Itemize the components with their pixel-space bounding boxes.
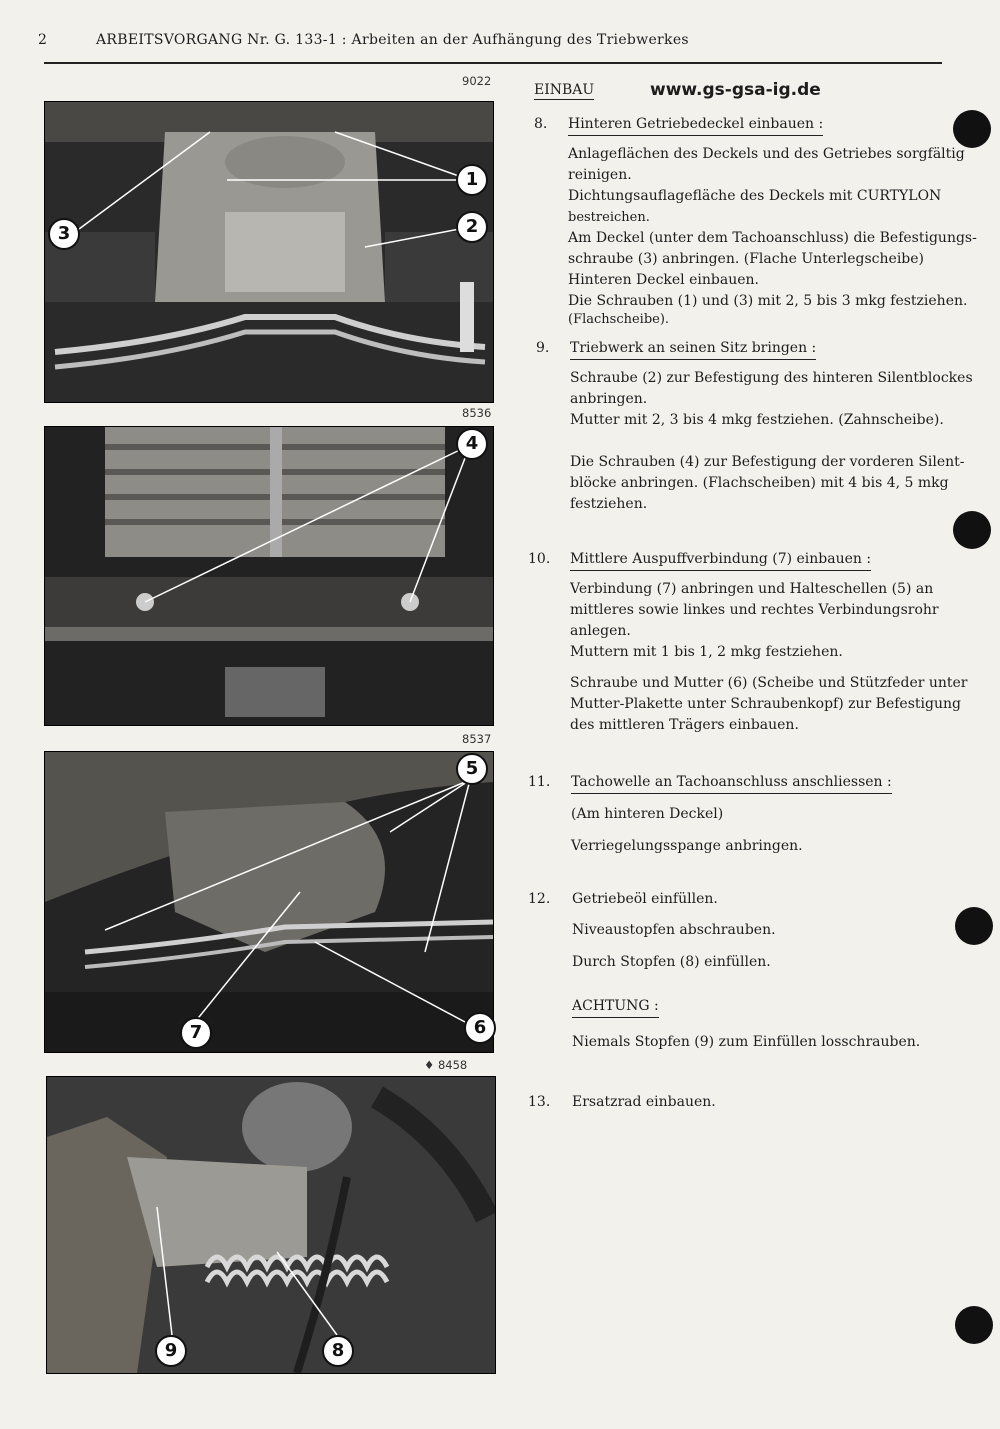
header-rule [44, 62, 942, 64]
step-line: Durch Stopfen (8) einfüllen. [572, 954, 771, 970]
binder-hole [953, 511, 991, 549]
step-line: (Flachscheibe). [568, 312, 670, 327]
step-line: Schraube (2) zur Befestigung des hinteren Silentblockes [570, 370, 973, 386]
step-title: Tachowelle an Tachoanschluss anschliessen : [571, 772, 892, 794]
step-body [570, 368, 990, 515]
callout-5: 5 [456, 753, 488, 785]
page-header-title: ARBEITSVORGANG Nr. G. 133-1 : Arbeiten an der Aufhängung des Triebwerkes [96, 32, 689, 48]
step-line: Mutter mit 2, 3 bis 4 mkg festziehen. (Zahnscheibe). [570, 412, 944, 428]
step-line: Verbindung (7) anbringen und Halteschellen (5) an [570, 581, 934, 597]
step-line: Muttern mit 1 bis 1, 2 mkg festziehen. [570, 644, 843, 660]
step-number: 10. [528, 551, 551, 567]
step-number: 9. [536, 340, 550, 356]
section-label: EINBAU [534, 82, 595, 98]
website-link[interactable]: www.gs-gsa-ig.de [650, 80, 821, 100]
step-line: Die Schrauben (1) und (3) mit 2, 5 bis 3 mkg festziehen. [568, 293, 968, 309]
step-line: Dichtungsauflagefläche des Deckels mit CURTYLON [568, 188, 942, 204]
step-body [570, 579, 990, 736]
step-title: Triebwerk an seinen Sitz bringen : [570, 338, 816, 360]
step-line: Verriegelungsspange anbringen. [571, 838, 803, 854]
step-line: schraube (3) anbringen. (Flache Unterlegscheibe) [568, 251, 925, 267]
step-number: 13. [528, 1094, 551, 1110]
photo-exhaust-connection [44, 751, 494, 1053]
photo-gearbox-cover [44, 101, 494, 403]
callout-3: 3 [48, 218, 80, 250]
step-title: Getriebeöl einfüllen. [572, 891, 718, 907]
step-line: mittleres sowie linkes und rechtes Verbindungsrohr [570, 602, 939, 618]
step-line: bestreichen. [568, 210, 650, 225]
warning-title: ACHTUNG : [572, 996, 659, 1018]
step-line: Mutter-Plakette unter Schraubenkopf) zur Befestigung [570, 696, 961, 712]
step-title: Hinteren Getriebedeckel einbauen : [568, 114, 823, 136]
callout-1: 1 [456, 164, 488, 196]
callout-6: 6 [464, 1012, 496, 1044]
step-number: 8. [534, 116, 548, 132]
warning-body [572, 1032, 992, 1053]
step-title: Ersatzrad einbauen. [572, 1094, 716, 1110]
step-line: Niemals Stopfen (9) zum Einfüllen losschrauben. [572, 1034, 921, 1050]
step-line: Am Deckel (unter dem Tachoanschluss) die Befestigungs- [568, 230, 977, 246]
callout-8: 8 [322, 1335, 354, 1367]
callout-9: 9 [155, 1335, 187, 1367]
page-number: 2 [38, 32, 48, 48]
step-title: Mittlere Auspuffverbindung (7) einbauen : [570, 549, 871, 571]
step-number: 11. [528, 774, 551, 790]
photo-engine-subframe [44, 426, 494, 726]
binder-hole [955, 1306, 993, 1344]
figure-number: 8537 [462, 732, 492, 746]
step-number: 12. [528, 891, 551, 907]
figure-number: ♦ 8458 [424, 1058, 468, 1072]
step-line: blöcke anbringen. (Flachscheiben) mit 4 bis 4, 5 mkg [570, 475, 949, 491]
binder-hole [955, 907, 993, 945]
callout-7: 7 [180, 1017, 212, 1049]
step-line: des mittleren Trägers einbauen. [570, 717, 799, 733]
figure-number: 9022 [462, 74, 492, 88]
step-line: reinigen. [568, 167, 632, 183]
step-line: Niveaustopfen abschrauben. [572, 922, 776, 938]
figure-number: 8536 [462, 406, 492, 420]
step-line: Anlageflächen des Deckels und des Getriebes sorgfältig [568, 146, 965, 162]
step-line: anbringen. [570, 391, 648, 407]
step-line: Die Schrauben (4) zur Befestigung der vorderen Silent- [570, 454, 965, 470]
step-line [572, 941, 992, 952]
step-line: Hinteren Deckel einbauen. [568, 272, 759, 288]
step-line [571, 825, 991, 836]
callout-2: 2 [456, 211, 488, 243]
step-body [571, 804, 991, 857]
step-body [572, 920, 992, 973]
binder-hole [953, 110, 991, 148]
callout-4: 4 [456, 428, 488, 460]
step-line: Schraube und Mutter (6) (Scheibe und Stützfeder unter [570, 675, 968, 691]
step-line: anlegen. [570, 623, 631, 639]
photo-oil-plugs [46, 1076, 496, 1374]
step-line [570, 663, 990, 673]
step-line [570, 431, 990, 452]
page-header [38, 32, 689, 48]
step-line: (Am hinteren Deckel) [571, 806, 724, 822]
step-line: festziehen. [570, 496, 648, 512]
step-body [568, 144, 988, 328]
